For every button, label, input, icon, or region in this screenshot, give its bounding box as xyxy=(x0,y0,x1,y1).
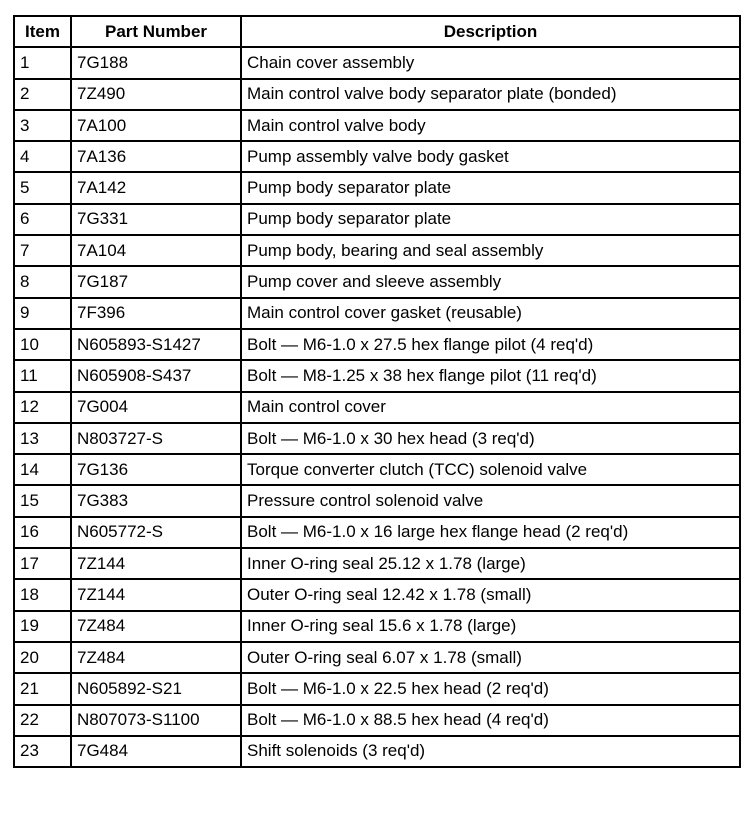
description-cell: Torque converter clutch (TCC) solenoid valve xyxy=(241,454,740,485)
part-number-cell: 7G188 xyxy=(71,47,241,78)
table-row xyxy=(14,235,740,266)
item-cell: 13 xyxy=(14,423,71,454)
item-cell: 18 xyxy=(14,579,71,610)
description-cell: Pump body, bearing and seal assembly xyxy=(241,235,740,266)
description-cell: Inner O-ring seal 25.12 x 1.78 (large) xyxy=(241,548,740,579)
item-cell: 4 xyxy=(14,141,71,172)
description-cell: Bolt — M6-1.0 x 27.5 hex flange pilot (4 req'd) xyxy=(241,329,740,360)
header-row xyxy=(14,16,740,47)
item-cell: 3 xyxy=(14,110,71,141)
part-number-cell: 7Z490 xyxy=(71,79,241,110)
item-cell: 1 xyxy=(14,47,71,78)
item-cell: 10 xyxy=(14,329,71,360)
description-cell: Main control valve body separator plate (bonded) xyxy=(241,79,740,110)
part-number-cell: 7F396 xyxy=(71,298,241,329)
description-cell: Chain cover assembly xyxy=(241,47,740,78)
table-row xyxy=(14,736,740,767)
item-cell: 9 xyxy=(14,298,71,329)
part-number-cell: 7Z144 xyxy=(71,548,241,579)
header-description: Description xyxy=(241,16,740,47)
item-cell: 16 xyxy=(14,517,71,548)
description-cell: Bolt — M6-1.0 x 88.5 hex head (4 req'd) xyxy=(241,705,740,736)
part-number-cell: N605892-S21 xyxy=(71,673,241,704)
parts-table xyxy=(13,15,741,768)
description-cell: Outer O-ring seal 6.07 x 1.78 (small) xyxy=(241,642,740,673)
part-number-cell: 7A100 xyxy=(71,110,241,141)
description-cell: Pump body separator plate xyxy=(241,204,740,235)
part-number-cell: 7G383 xyxy=(71,485,241,516)
part-number-cell: N605772-S xyxy=(71,517,241,548)
description-cell: Pump body separator plate xyxy=(241,172,740,203)
table-row xyxy=(14,485,740,516)
part-number-cell: 7G331 xyxy=(71,204,241,235)
table-row xyxy=(14,110,740,141)
item-cell: 15 xyxy=(14,485,71,516)
table-row xyxy=(14,172,740,203)
item-cell: 23 xyxy=(14,736,71,767)
table-row xyxy=(14,392,740,423)
description-cell: Main control valve body xyxy=(241,110,740,141)
item-cell: 20 xyxy=(14,642,71,673)
table-row xyxy=(14,79,740,110)
part-number-cell: 7G187 xyxy=(71,266,241,297)
item-cell: 6 xyxy=(14,204,71,235)
description-cell: Outer O-ring seal 12.42 x 1.78 (small) xyxy=(241,579,740,610)
table-row xyxy=(14,298,740,329)
table-row xyxy=(14,611,740,642)
item-cell: 2 xyxy=(14,79,71,110)
part-number-cell: 7A142 xyxy=(71,172,241,203)
part-number-cell: 7Z484 xyxy=(71,642,241,673)
part-number-cell: 7G004 xyxy=(71,392,241,423)
part-number-cell: N605908-S437 xyxy=(71,360,241,391)
item-cell: 22 xyxy=(14,705,71,736)
part-number-cell: N803727-S xyxy=(71,423,241,454)
table-row xyxy=(14,360,740,391)
description-cell: Bolt — M6-1.0 x 30 hex head (3 req'd) xyxy=(241,423,740,454)
item-cell: 5 xyxy=(14,172,71,203)
header-part-number: Part Number xyxy=(71,16,241,47)
table-row xyxy=(14,204,740,235)
item-cell: 11 xyxy=(14,360,71,391)
description-cell: Pump assembly valve body gasket xyxy=(241,141,740,172)
description-cell: Bolt — M6-1.0 x 16 large hex flange head (2 req'd) xyxy=(241,517,740,548)
table-row xyxy=(14,642,740,673)
part-number-cell: 7G136 xyxy=(71,454,241,485)
header-item: Item xyxy=(14,16,71,47)
part-number-cell: 7A136 xyxy=(71,141,241,172)
table-row xyxy=(14,454,740,485)
item-cell: 21 xyxy=(14,673,71,704)
table-header xyxy=(14,16,740,47)
item-cell: 12 xyxy=(14,392,71,423)
item-cell: 17 xyxy=(14,548,71,579)
description-cell: Pump cover and sleeve assembly xyxy=(241,266,740,297)
table-row xyxy=(14,579,740,610)
description-cell: Shift solenoids (3 req'd) xyxy=(241,736,740,767)
table-row xyxy=(14,673,740,704)
description-cell: Bolt — M6-1.0 x 22.5 hex head (2 req'd) xyxy=(241,673,740,704)
table-row xyxy=(14,423,740,454)
item-cell: 14 xyxy=(14,454,71,485)
table-row xyxy=(14,517,740,548)
item-cell: 8 xyxy=(14,266,71,297)
description-cell: Inner O-ring seal 15.6 x 1.78 (large) xyxy=(241,611,740,642)
description-cell: Main control cover gasket (reusable) xyxy=(241,298,740,329)
table-row xyxy=(14,47,740,78)
part-number-cell: N605893-S1427 xyxy=(71,329,241,360)
part-number-cell: 7Z484 xyxy=(71,611,241,642)
part-number-cell: 7Z144 xyxy=(71,579,241,610)
table-row xyxy=(14,705,740,736)
item-cell: 19 xyxy=(14,611,71,642)
table-row xyxy=(14,329,740,360)
description-cell: Bolt — M8-1.25 x 38 hex flange pilot (11 req'd) xyxy=(241,360,740,391)
part-number-cell: N807073-S1100 xyxy=(71,705,241,736)
description-cell: Pressure control solenoid valve xyxy=(241,485,740,516)
table-row xyxy=(14,548,740,579)
item-cell: 7 xyxy=(14,235,71,266)
table-body xyxy=(14,47,740,767)
part-number-cell: 7A104 xyxy=(71,235,241,266)
part-number-cell: 7G484 xyxy=(71,736,241,767)
description-cell: Main control cover xyxy=(241,392,740,423)
table-row xyxy=(14,141,740,172)
table-row xyxy=(14,266,740,297)
